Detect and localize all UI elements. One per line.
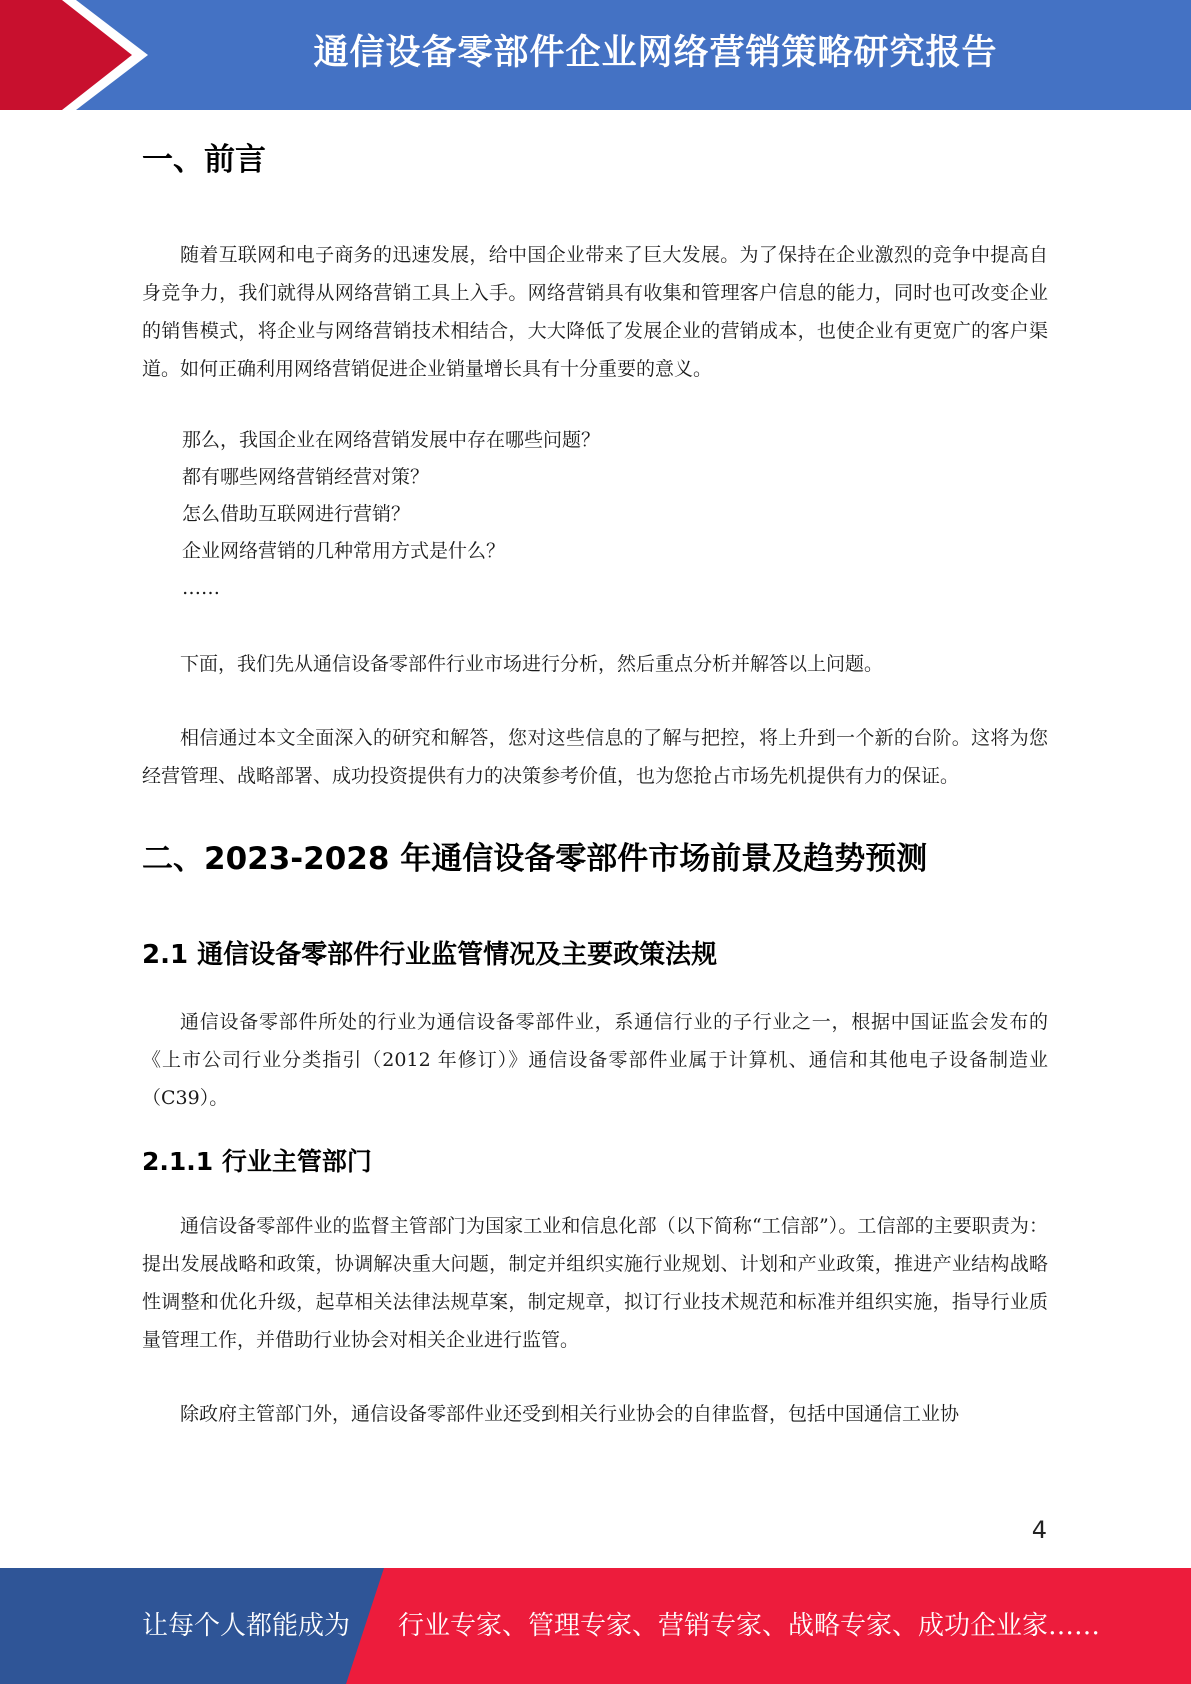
footer-slogan-right: 行业专家、管理专家、营销专家、战略专家、成功企业家…… [398, 1611, 1101, 1641]
paragraph: 通信设备零部件业的监督主管部门为国家工业和信息化部（以下简称“工信部”）。工信部的主要职责为：提出发展战略和政策，协调解决重大问题，制定并组织实施行业规划、计划和产业政策，推进产业结构战略性调整和优化升级，起草相关法律法规草案，制定规章，拟订行业技术规范和标准并组织实施，指导行业质量管理工作，并借助行业协会对相关企业进行监管。 [142, 1215, 1048, 1351]
list-item: 都有哪些网络营销经营对策？ [182, 466, 430, 488]
footer-bar [0, 1568, 1191, 1684]
footer-slogan-left: 让每个人都能成为 [142, 1611, 351, 1641]
paragraph: 随着互联网和电子商务的迅速发展，给中国企业带来了巨大发展。为了保持在企业激烈的竞争中提高自身竞争力，我们就得从网络营销工具上入手。网络营销具有收集和管理客户信息的能力，同时也可改变企业的销售模式，将企业与网络营销技术相结合，大大降低了发展企业的营销成本，也使企业有更宽广的客户渠道。如何正确利用网络营销促进企业销量增长具有十分重要的意义。 [142, 244, 1048, 380]
list-item: 怎么借助互联网进行营销？ [182, 503, 411, 525]
list-item: 企业网络营销的几种常用方式是什么？ [182, 540, 506, 562]
paragraph: 下面，我们先从通信设备零部件行业市场进行分析，然后重点分析并解答以上问题。 [180, 653, 884, 675]
paragraph: 相信通过本文全面深入的研究和解答，您对这些信息的了解与把控，将上升到一个新的台阶。这将为您经营管理、战略部署、成功投资提供有力的决策参考价值，也为您抢占市场先机提供有力的保证。 [142, 727, 1048, 787]
document-body [142, 130, 1048, 1433]
header-arrow-decoration [0, 0, 160, 110]
list-item: …… [182, 577, 220, 599]
paragraph: 除政府主管部门外，通信设备零部件业还受到相关行业协会的自律监督，包括中国通信工业协 [180, 1403, 960, 1425]
report-title: 通信设备零部件企业网络营销策略研究报告 [313, 33, 998, 73]
section-heading-forecast: 二、2023-2028 年通信设备零部件市场前景及趋势预测 [142, 841, 928, 877]
question-list [142, 422, 1048, 607]
paragraph: 通信设备零部件所处的行业为通信设备零部件业，系通信行业的子行业之一，根据中国证监会发布的《上市公司行业分类指引（2012 年修订）》通信设备零部件业属于计算机、通信和其他电子设备制造业（C39）。 [142, 1011, 1048, 1109]
header-bar [0, 0, 1191, 110]
page-number: 4 [1031, 1516, 1047, 1544]
list-item: 那么，我国企业在网络营销发展中存在哪些问题？ [182, 429, 601, 451]
subsection-heading-authority: 2.1.1 行业主管部门 [142, 1147, 372, 1176]
section-heading-preface: 一、前言 [142, 142, 266, 178]
subsection-heading-regulation: 2.1 通信设备零部件行业监管情况及主要政策法规 [142, 940, 718, 970]
